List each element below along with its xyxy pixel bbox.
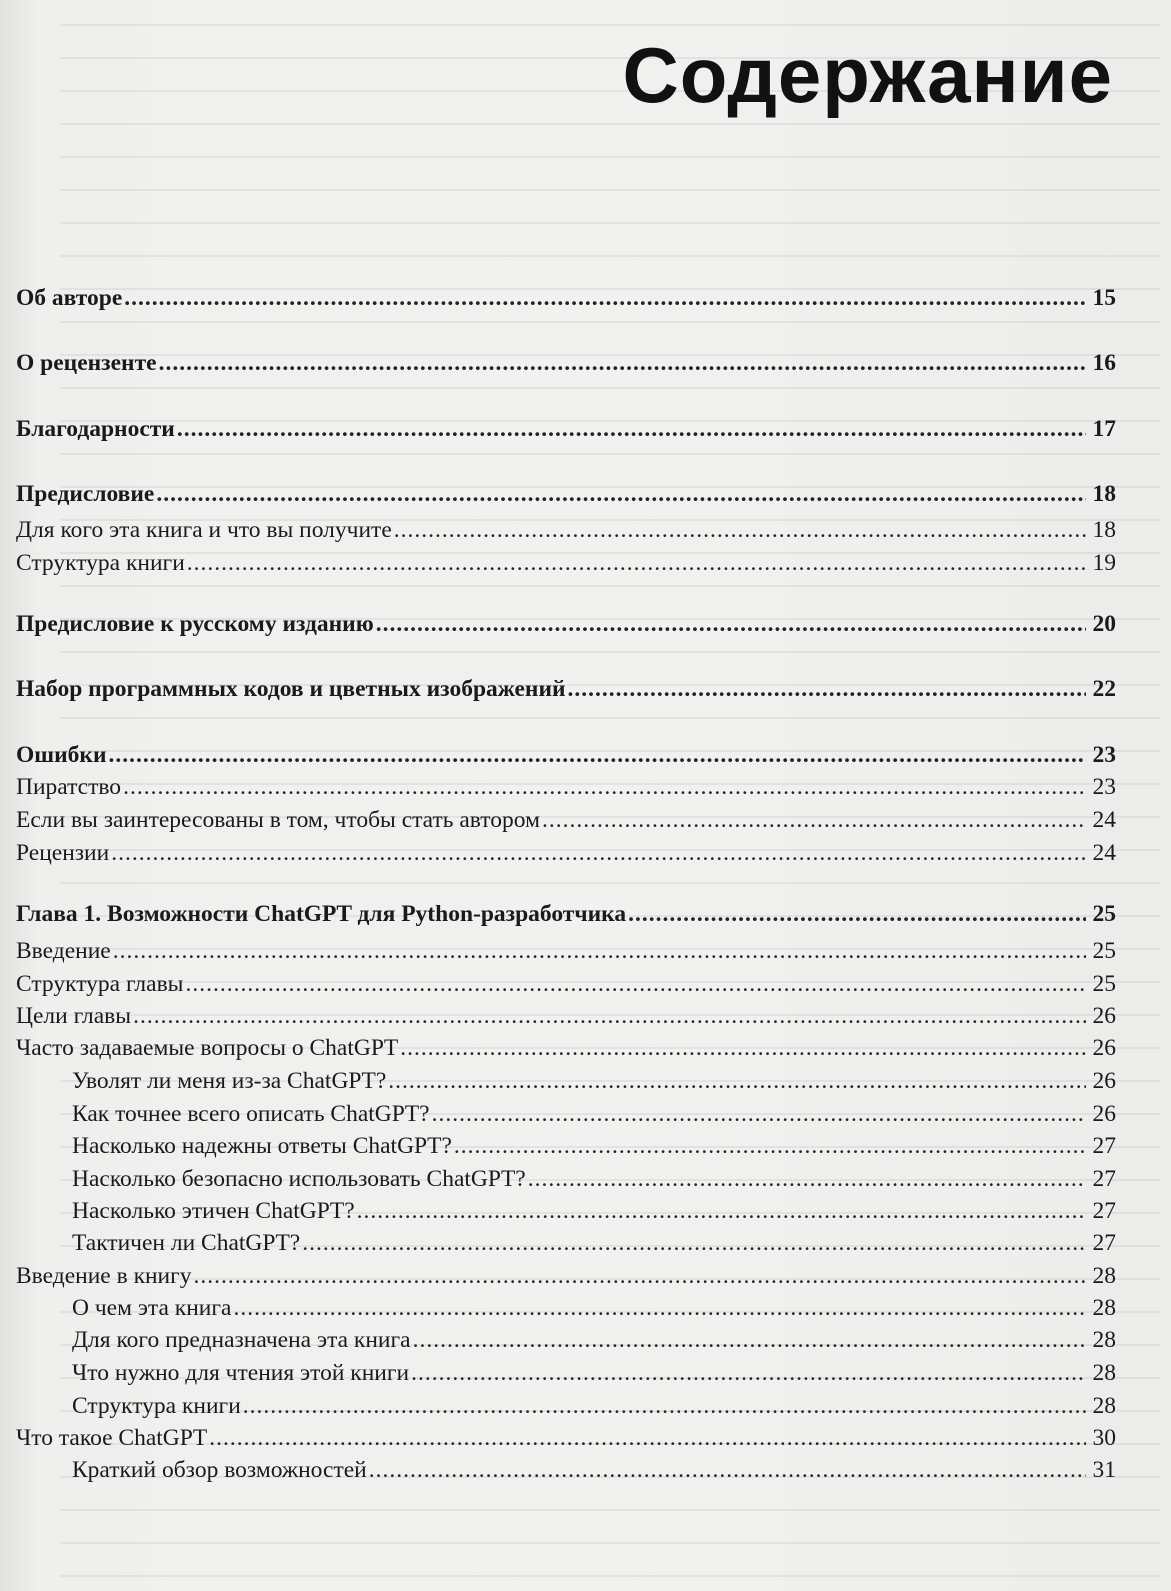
toc-entry-title: Введение	[16, 938, 111, 964]
toc-entry[interactable]	[16, 1194, 1116, 1228]
dot-leader	[113, 934, 1086, 968]
toc-entry[interactable]	[16, 803, 1116, 837]
toc-entry[interactable]	[16, 546, 1116, 580]
toc-entry-title: Для кого эта книга и что вы получите	[16, 517, 392, 543]
dot-leader	[109, 738, 1087, 772]
toc-entry-title: Если вы заинтересованы в том, чтобы стать автором	[16, 807, 540, 833]
toc-entry-page-number: 26	[1092, 1035, 1116, 1061]
dot-leader	[388, 1064, 1086, 1098]
dot-leader	[369, 1453, 1086, 1487]
toc-entry-title: Набор программных кодов и цветных изображений	[16, 676, 566, 702]
dot-leader	[357, 1194, 1086, 1228]
toc-entry-title: Краткий обзор возможностей	[72, 1457, 367, 1483]
toc-entry[interactable]	[16, 1356, 1116, 1390]
toc-entry[interactable]	[16, 607, 1116, 641]
toc-entry-title: Как точнее всего описать ChatGPT?	[72, 1101, 430, 1127]
toc-entry[interactable]	[16, 513, 1116, 547]
toc-entry-page-number: 26	[1092, 1003, 1116, 1029]
toc-entry-title: Благодарности	[16, 416, 175, 442]
toc-entry-title: Часто задаваемые вопросы о ChatGPT	[16, 1035, 399, 1061]
dot-leader	[413, 1323, 1086, 1357]
toc-entry-page-number: 18	[1092, 517, 1116, 543]
toc-entry-page-number: 28	[1092, 1360, 1116, 1386]
toc-entry[interactable]	[16, 967, 1116, 1001]
dot-leader	[568, 672, 1086, 706]
toc-entry-page-number: 26	[1092, 1068, 1116, 1094]
toc-entry[interactable]	[16, 1259, 1116, 1293]
toc-entry[interactable]	[16, 738, 1116, 772]
toc-entry-page-number: 19	[1092, 550, 1116, 576]
toc-entry-page-number: 24	[1092, 840, 1116, 866]
toc-entry-page-number: 28	[1092, 1327, 1116, 1353]
toc-entry-title: О рецензенте	[16, 350, 157, 376]
toc-entry[interactable]	[16, 346, 1116, 380]
dot-leader	[302, 1226, 1086, 1260]
toc-entry[interactable]	[16, 1291, 1116, 1325]
dot-leader	[411, 1356, 1086, 1390]
toc-entry-page-number: 22	[1092, 676, 1116, 702]
dot-leader	[394, 513, 1086, 547]
toc-entry-title: Насколько этичен ChatGPT?	[72, 1198, 355, 1224]
dot-leader	[194, 1259, 1086, 1293]
toc-entry-title: Цели главы	[16, 1003, 132, 1029]
dot-leader	[177, 412, 1086, 446]
toc-entry[interactable]	[16, 770, 1116, 804]
toc-entry-page-number: 27	[1092, 1230, 1116, 1256]
toc-entry-page-number: 25	[1092, 938, 1116, 964]
dot-leader	[124, 281, 1086, 315]
toc-entry-title: Рецензии	[16, 840, 110, 866]
dot-leader	[528, 1162, 1086, 1196]
toc-entry[interactable]	[16, 999, 1116, 1033]
toc-entry-page-number: 16	[1092, 350, 1116, 376]
toc-entry[interactable]	[16, 672, 1116, 706]
dot-leader	[233, 1291, 1086, 1325]
toc-entry-title: Предисловие к русскому изданию	[16, 611, 374, 637]
toc-entry-title: Структура главы	[16, 971, 184, 997]
toc-entry[interactable]	[16, 1031, 1116, 1065]
toc-entry-title: Структура книги	[16, 550, 185, 576]
toc-entry-page-number: 26	[1092, 1101, 1116, 1127]
dot-leader	[243, 1389, 1086, 1423]
toc-entry-title: О чем эта книга	[72, 1295, 232, 1321]
toc-entry-title: Уволят ли меня из-за ChatGPT?	[72, 1068, 387, 1094]
toc-entry-page-number: 25	[1092, 971, 1116, 997]
toc-entry-title: Тактичен ли ChatGPT?	[72, 1230, 301, 1256]
dot-leader	[123, 770, 1086, 804]
toc-entry-title: Структура книги	[72, 1393, 241, 1419]
dot-leader	[209, 1421, 1086, 1455]
dot-leader	[400, 1031, 1086, 1065]
dot-leader	[185, 967, 1086, 1001]
dot-leader	[376, 607, 1086, 641]
toc-entry-page-number: 28	[1092, 1295, 1116, 1321]
toc-entry[interactable]	[16, 281, 1116, 315]
dot-leader	[111, 836, 1086, 870]
toc-entry-page-number: 28	[1092, 1263, 1116, 1289]
toc-entry-title: Насколько надежны ответы ChatGPT?	[72, 1133, 452, 1159]
dot-leader	[628, 897, 1086, 931]
toc-entry-page-number: 20	[1092, 611, 1116, 637]
toc-entry-title: Для кого предназначена эта книга	[72, 1327, 411, 1353]
toc-entry-page-number: 28	[1092, 1393, 1116, 1419]
toc-entry-page-number: 23	[1092, 742, 1116, 768]
dot-leader	[432, 1097, 1086, 1131]
toc-entry[interactable]	[16, 1226, 1116, 1260]
toc-entry-title: Глава 1. Возможности ChatGPT для Python-разработчика	[16, 901, 627, 927]
toc-entry-title: Об авторе	[16, 285, 123, 311]
toc-entry-title: Пиратство	[16, 774, 122, 800]
toc-entry-title: Что нужно для чтения этой книги	[72, 1360, 410, 1386]
toc-entry-page-number: 30	[1092, 1425, 1116, 1451]
toc-entry-page-number: 17	[1092, 416, 1116, 442]
toc-entry[interactable]	[16, 1323, 1116, 1357]
toc-entry-page-number: 24	[1092, 807, 1116, 833]
toc-entry[interactable]	[16, 477, 1116, 511]
toc-entry-title: Насколько безопасно использовать ChatGPT?	[72, 1166, 526, 1192]
toc-entry[interactable]	[16, 897, 1116, 931]
toc-entry[interactable]	[16, 934, 1116, 968]
page-title: Содержание	[622, 31, 1113, 119]
dot-leader	[542, 803, 1086, 837]
toc-entry-page-number: 23	[1092, 774, 1116, 800]
toc-entry-page-number: 15	[1092, 285, 1116, 311]
toc-entry-title: Введение в книгу	[16, 1263, 192, 1289]
toc-entry[interactable]	[16, 836, 1116, 870]
toc-entry-title: Что такое ChatGPT	[16, 1425, 208, 1451]
toc-entry[interactable]	[16, 1162, 1116, 1196]
toc-entry[interactable]	[16, 1421, 1116, 1455]
dot-leader	[454, 1129, 1086, 1163]
toc-entry-page-number: 25	[1092, 901, 1116, 927]
toc-entry-title: Предисловие	[16, 481, 155, 507]
toc-entry-page-number: 27	[1092, 1166, 1116, 1192]
toc-entry-title: Ошибки	[16, 742, 107, 768]
dot-leader	[133, 999, 1086, 1033]
toc-entry[interactable]	[16, 1389, 1116, 1423]
toc-entry[interactable]	[16, 1097, 1116, 1131]
toc-entry-page-number: 27	[1092, 1198, 1116, 1224]
toc-entry[interactable]	[16, 412, 1116, 446]
toc-entry-page-number: 18	[1092, 481, 1116, 507]
toc-entry-page-number: 31	[1092, 1457, 1116, 1483]
dot-leader	[156, 477, 1086, 511]
dot-leader	[159, 346, 1086, 380]
toc-entry-page-number: 27	[1092, 1133, 1116, 1159]
toc-entry[interactable]	[16, 1064, 1116, 1098]
toc-entry[interactable]	[16, 1453, 1116, 1487]
dot-leader	[187, 546, 1086, 580]
toc-entry[interactable]	[16, 1129, 1116, 1163]
